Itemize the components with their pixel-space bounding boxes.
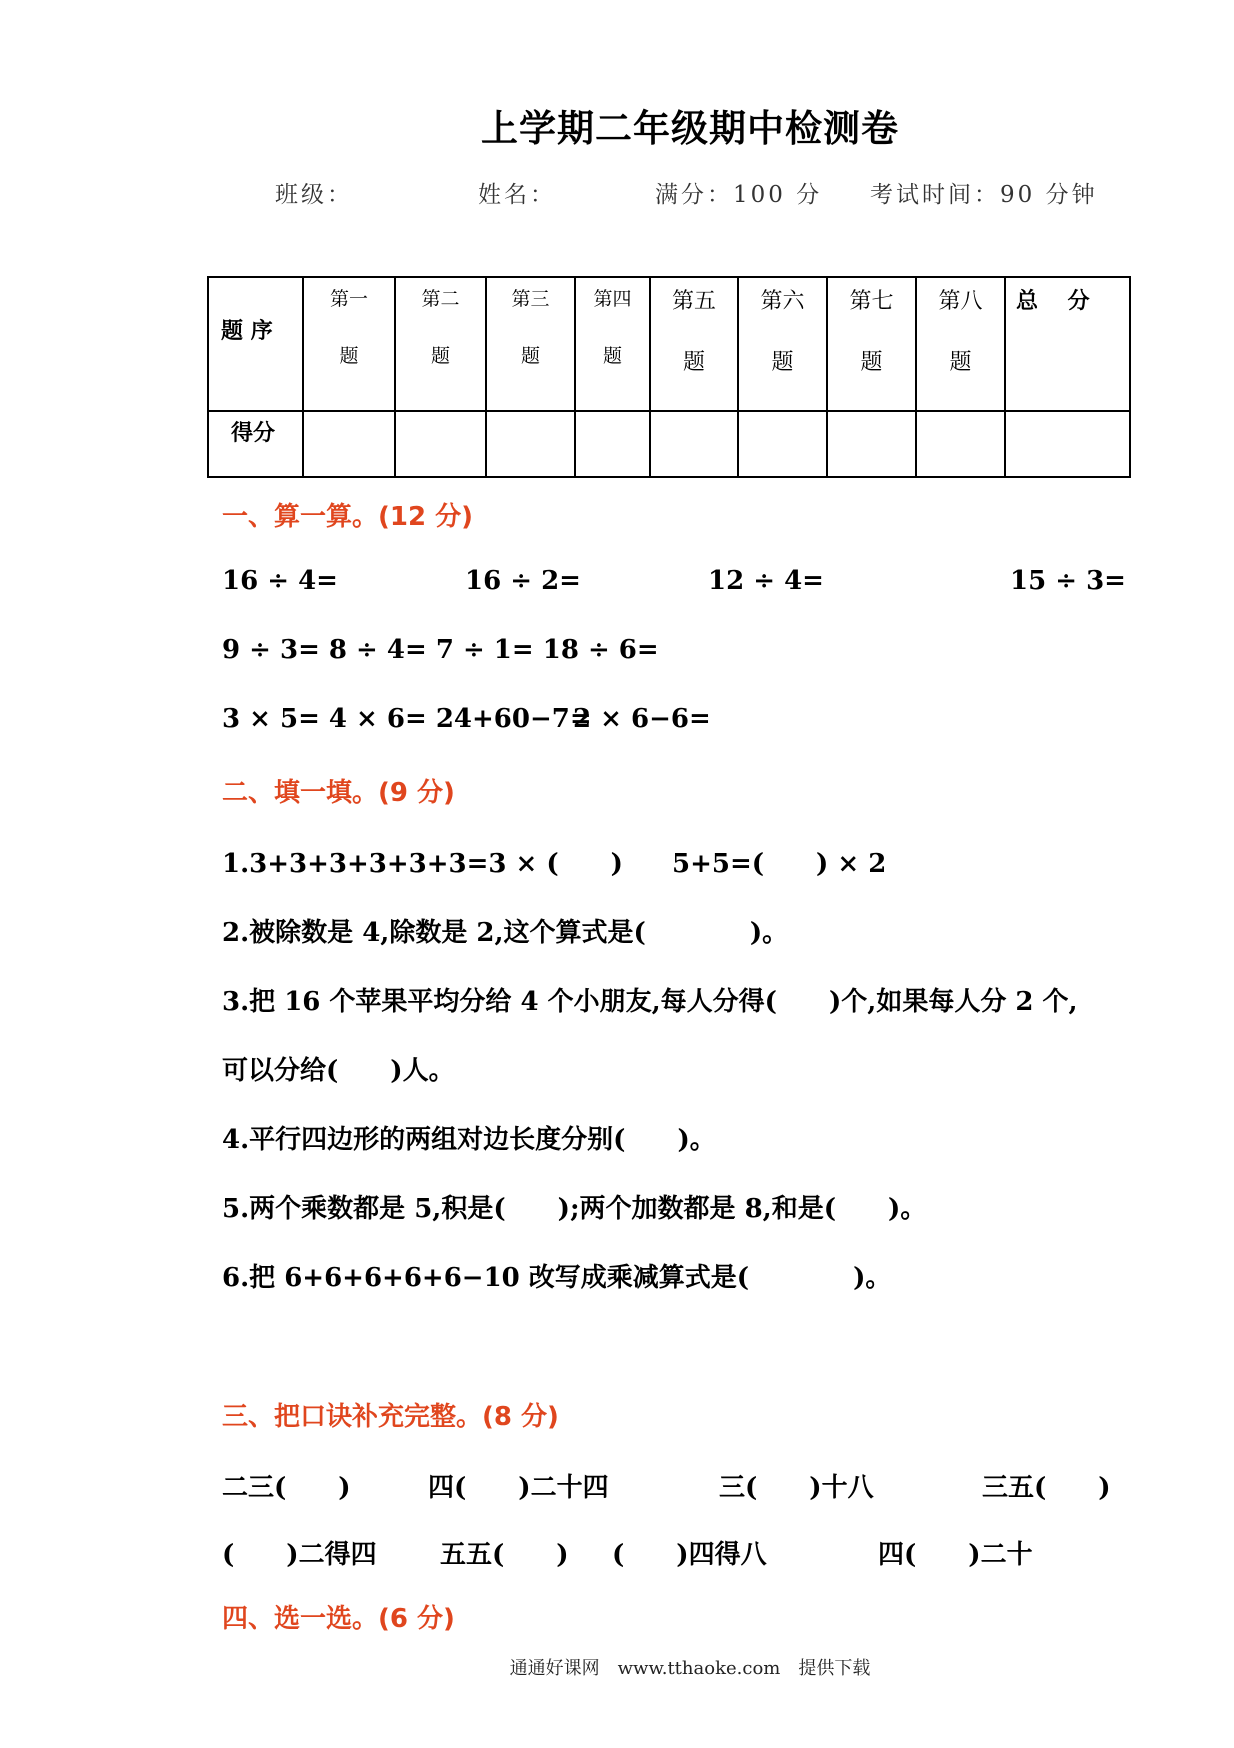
score-cell[interactable] — [303, 411, 395, 477]
score-cell[interactable] — [916, 411, 1005, 477]
section-2-q5: 5.两个乘数都是 5,积是( );两个加数都是 8,和是( )。 — [222, 1194, 927, 1224]
section-2-q1-part2: 5+5=( ) × 2 — [672, 849, 887, 879]
section-2-q6: 6.把 6+6+6+6+6−10 改写成乘减算式是( )。 — [222, 1263, 892, 1293]
row-header-score: 得分 — [208, 411, 303, 477]
section-3-heading: 三、把口诀补充完整。(8 分) — [222, 1402, 559, 1432]
section-3-item: 四( )二十 — [878, 1540, 1033, 1570]
full-score-label: 满分：100 分 — [655, 182, 823, 208]
section-3-item: 五五( ) — [440, 1540, 569, 1570]
section-2-q3-continued: 可以分给( )人。 — [222, 1056, 455, 1086]
section-1-problem: 15 ÷ 3= — [1010, 566, 1126, 596]
section-3-item: 四( )二十四 — [428, 1473, 609, 1503]
column-total: 总 分 — [1005, 277, 1130, 411]
table-row — [208, 411, 1130, 477]
column-q5: 第五 题 — [650, 277, 738, 411]
score-cell[interactable] — [650, 411, 738, 477]
score-table — [207, 276, 1131, 478]
section-2-q4: 4.平行四边形的两组对边长度分别( )。 — [222, 1125, 716, 1155]
score-cell[interactable] — [395, 411, 486, 477]
column-q8: 第八 题 — [916, 277, 1005, 411]
exam-time-label: 考试时间：90 分钟 — [870, 182, 1098, 208]
column-q7: 第七 题 — [827, 277, 916, 411]
section-3-item: 三五( ) — [982, 1473, 1111, 1503]
section-1-problem: 16 ÷ 4= — [222, 566, 338, 596]
column-q3: 第三 题 — [486, 277, 575, 411]
column-q4: 第四 题 — [575, 277, 650, 411]
score-cell[interactable] — [575, 411, 650, 477]
section-3-item: ( )四得八 — [612, 1540, 767, 1570]
score-cell[interactable] — [827, 411, 916, 477]
column-q6: 第六 题 — [738, 277, 827, 411]
class-label: 班级： — [275, 182, 353, 208]
section-2-q1: 1.3+3+3+3+3+3=3 × ( ) — [222, 849, 623, 879]
section-1-row-2: 9 ÷ 3= 8 ÷ 4= 7 ÷ 1= 18 ÷ 6= — [222, 635, 659, 665]
section-3-item: 三( )十八 — [719, 1473, 874, 1503]
column-q2: 第二 题 — [395, 277, 486, 411]
score-cell[interactable] — [486, 411, 575, 477]
name-label: 姓名： — [478, 182, 556, 208]
section-1-row-3: 3 × 5= 4 × 6= 24+60−7= — [222, 704, 592, 734]
section-1-problem: 16 ÷ 2= — [465, 566, 581, 596]
section-1-heading: 一、算一算。(12 分) — [222, 502, 473, 532]
section-1-problem: 12 ÷ 4= — [708, 566, 824, 596]
section-4-heading: 四、选一选。(6 分) — [222, 1604, 455, 1634]
section-3-item: 二三( ) — [222, 1473, 351, 1503]
footer-credit: 通通好课网 www.tthaoke.com 提供下载 — [509, 1658, 871, 1679]
row-header-question-order: 题 序 — [208, 277, 303, 411]
page-title: 上学期二年级期中检测卷 — [481, 107, 899, 150]
score-cell-total[interactable] — [1005, 411, 1130, 477]
column-q1: 第一 题 — [303, 277, 395, 411]
score-cell[interactable] — [738, 411, 827, 477]
section-3-item: ( )二得四 — [222, 1540, 377, 1570]
section-2-q3: 3.把 16 个苹果平均分给 4 个小朋友,每人分得( )个,如果每人分 2 个, — [222, 987, 1078, 1017]
section-2-q2: 2.被除数是 4,除数是 2,这个算式是( )。 — [222, 918, 789, 948]
section-2-heading: 二、填一填。(9 分) — [222, 778, 455, 808]
table-row — [208, 277, 1130, 411]
section-1-row-3-last: 2 × 6−6= — [573, 704, 711, 734]
